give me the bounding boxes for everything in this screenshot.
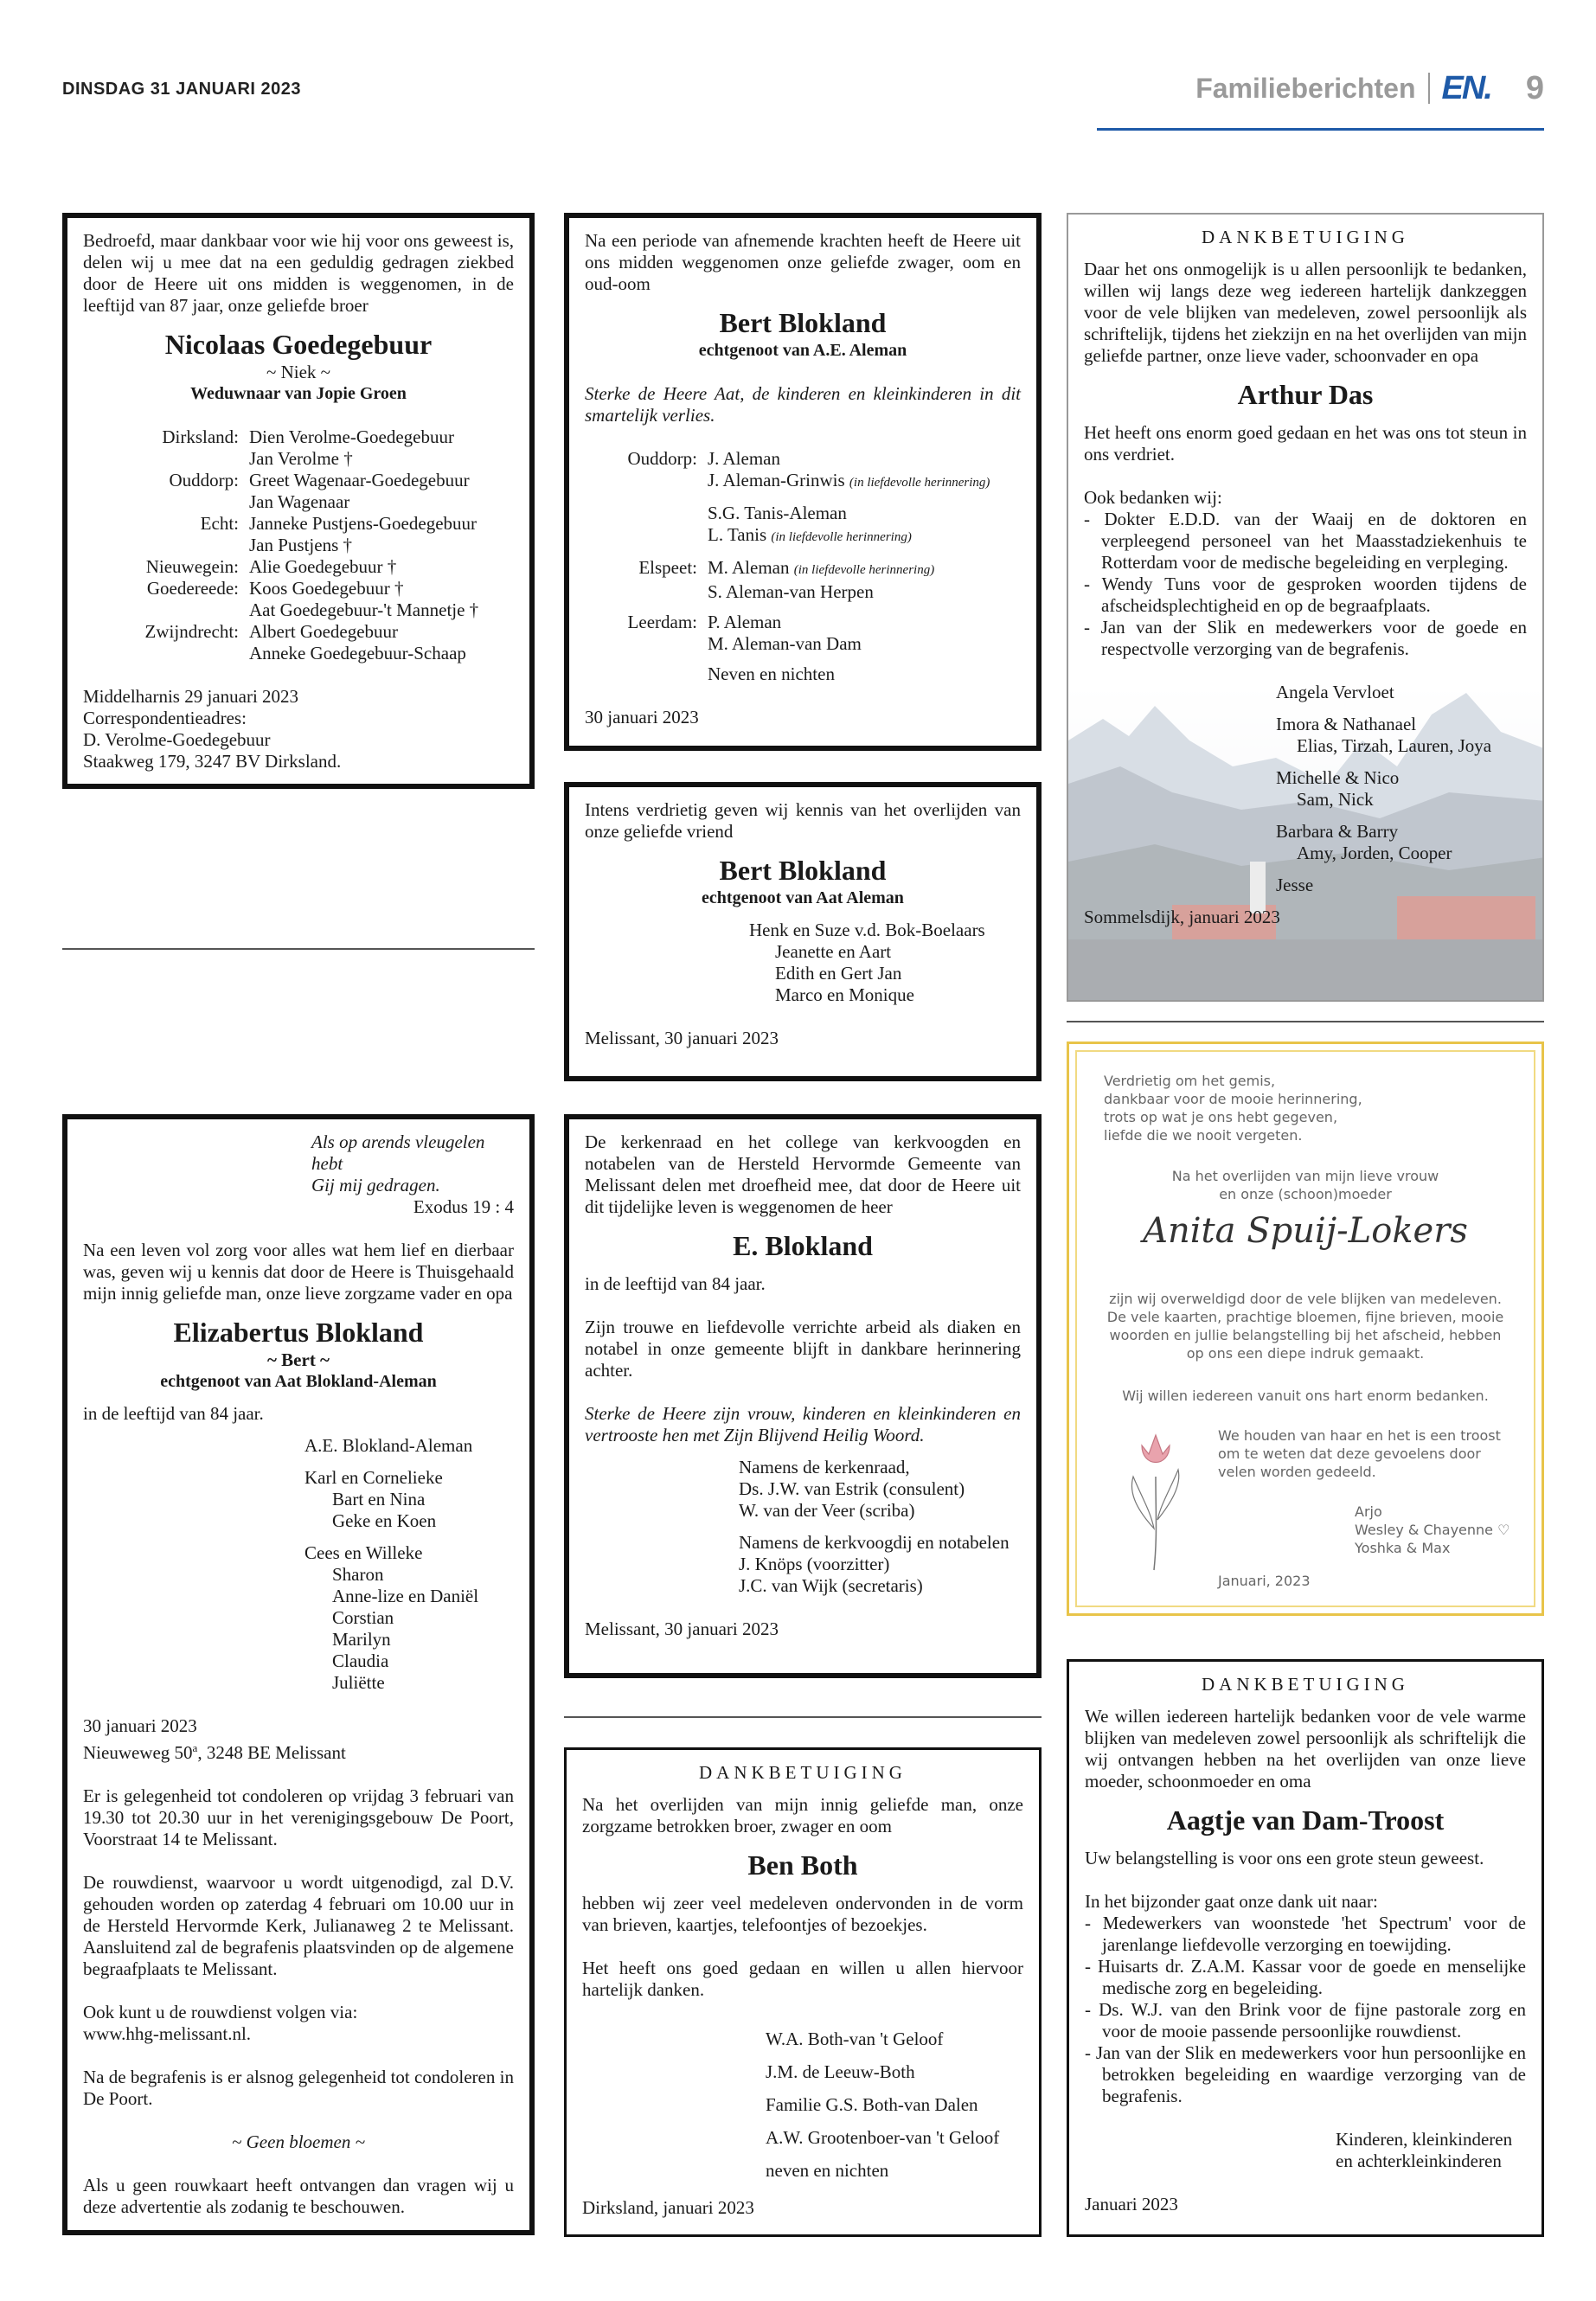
ad-bert-blokland-family bbox=[564, 213, 1042, 751]
relative-name: Jan Pustjens † bbox=[249, 535, 353, 555]
family-name: A.W. Grootenboer-van 't Geloof bbox=[766, 2127, 1000, 2148]
age-line: in de leeftijd van 84 jaar. bbox=[585, 1273, 766, 1294]
thanks-list bbox=[1084, 509, 1527, 660]
relative-place: Leerdam: bbox=[627, 612, 697, 632]
family-name: J.M. de Leeuw-Both bbox=[766, 2061, 915, 2082]
signatory-line: J. Knöps (voorzitter) bbox=[739, 1554, 890, 1574]
intro-line: Na het overlijden van mijn lieve vrouw bbox=[1171, 1168, 1439, 1184]
address-city: , 3248 BE Melissant bbox=[197, 1742, 346, 1763]
ad-heading: DANKBETUIGING bbox=[1202, 227, 1409, 247]
ad-intro: Bedroefd, maar dankbaar voor wie hij voor ons geweest is, delen wij u mee dat na een geduldig gedragen ziekbed door de Heere uit ons midden is weggenomen, in de leeftijd van 87 jaar, onze geliefde broer bbox=[83, 230, 514, 316]
ad-paragraph: Na de begrafenis is er alsnog gelegenheid tot condoleren in De Poort. bbox=[83, 2067, 514, 2109]
relative-name: S. Aleman-van Herpen bbox=[708, 581, 874, 602]
family-name: Jesse bbox=[1276, 875, 1314, 895]
signatory-line: Ds. J.W. van Estrik (consulent) bbox=[739, 1478, 965, 1499]
list-item: - Huisarts dr. Z.A.M. Kassar voor de goede en menselijke medische zorg en begeleiding. bbox=[1085, 1956, 1526, 1998]
ad-intro: Na een leven vol zorg voor alles wat hem lief en dierbaar was, geven wij u kennis dat door de Heere is Thuisgehaald mijn innig geliefde man, onze lieve zorgzame vader en opa bbox=[83, 1240, 514, 1304]
paragraph-line: op ons een diepe indruk gemaakt. bbox=[1186, 1345, 1425, 1362]
list-item: - Ds. W.J. van den Brink voor de fijne pastorale zorg en voor de mooie passende persoonlijke rouwdienst. bbox=[1085, 1999, 1526, 2041]
family-name: W.A. Both-van 't Geloof bbox=[766, 2029, 944, 2049]
ad-heading: DANKBETUIGING bbox=[1202, 1674, 1409, 1695]
family-name: Yoshka & Max bbox=[1355, 1540, 1451, 1556]
memorial-note: (in liefdevolle herinnering) bbox=[849, 476, 990, 490]
family-name: Bart en Nina bbox=[332, 1489, 426, 1509]
relative-place: Echt: bbox=[200, 513, 239, 534]
poem-line: dankbaar voor de mooie herinnering, bbox=[1104, 1091, 1362, 1107]
relatives-list bbox=[83, 426, 514, 664]
family-name: Familie G.S. Both-van Dalen bbox=[766, 2094, 978, 2115]
poem bbox=[1104, 1072, 1362, 1144]
relative-name: Koos Goedegebuur † bbox=[249, 578, 404, 599]
deceased-name: E. Blokland bbox=[733, 1230, 873, 1261]
family-name: Anne-lize en Daniël bbox=[332, 1586, 479, 1606]
wish-text: Sterke de Heere Aat, de kinderen en kleinkinderen in dit smartelijk verlies. bbox=[585, 383, 1021, 426]
relative-place: Dirksland: bbox=[162, 426, 239, 447]
family-name: en achterkleinkinderen bbox=[1336, 2150, 1502, 2171]
ad-paragraph: Het heeft ons enorm goed gedaan en het was ons tot steun in ons verdriet. bbox=[1084, 422, 1527, 465]
spouse-line: echtgenoot van Aat Blokland-Aleman bbox=[160, 1372, 437, 1391]
paragraph-line: velen worden gedeeld. bbox=[1218, 1464, 1376, 1480]
ad-paragraph: De rouwdienst, waarvoor u wordt uitgenodigd, zal D.V. gehouden worden op zaterdag 4 februari om 10.00 uur in de Hersteld Hervormde Kerk, Julianaweg 2 te Melissant. Aansluitend zal de begrafenis plaatsvinden op de algemene begraafplaats te Melissant. bbox=[83, 1872, 514, 1979]
ad-intro: We willen iedereen hartelijk bedanken voor de vele warme blijken van medeleven zowel persoonlijk als schriftelijk die wij ontvangen hebben na het overlijden van onze lieve moeder, schoonmoeder en oma bbox=[1085, 1706, 1526, 1791]
family-name: Edith en Gert Jan bbox=[775, 963, 902, 984]
thanks-heading: In het bijzonder gaat onze dank uit naar: bbox=[1085, 1891, 1378, 1912]
nickname: ~ Bert ~ bbox=[267, 1349, 330, 1370]
list-item: - Medewerkers van woonstede 'het Spectrum' voor de jarenlange liefdevolle verzorging en toewijding. bbox=[1085, 1913, 1526, 1955]
marital-status: Weduwnaar van Jopie Groen bbox=[190, 384, 407, 403]
relative-name: Alie Goedegebuur † bbox=[249, 556, 397, 577]
ad-bert-blokland-friends bbox=[564, 782, 1042, 1081]
signatory-line: Namens de kerkenraad, bbox=[739, 1457, 910, 1477]
age-line: in de leeftijd van 84 jaar. bbox=[83, 1403, 264, 1424]
paragraph-line: We houden van haar en het is een troost bbox=[1218, 1427, 1501, 1444]
ad-paragraph: hebben wij zeer veel medeleven ondervonden in de vorm van brieven, kaartjes, telefoontjes of bezoekjes. bbox=[582, 1893, 1023, 1935]
family-name: Kinderen, kleinkinderen bbox=[1336, 2129, 1513, 2150]
ad-aagtje-van-dam-troost bbox=[1067, 1659, 1544, 2237]
address-suffix: a bbox=[192, 1741, 198, 1754]
family-signatures bbox=[83, 1435, 514, 1694]
header-rule bbox=[1097, 128, 1544, 131]
deceased-name: Elizabertus Blokland bbox=[173, 1317, 424, 1348]
footer-line: Staakweg 179, 3247 BV Dirksland. bbox=[83, 751, 342, 772]
paragraph-line: De vele kaarten, prachtige bloemen, fijne brieven, mooie bbox=[1106, 1309, 1504, 1325]
ad-paragraph: Als u geen rouwkaart heeft ontvangen dan vragen wij u deze advertentie als zodanig te beschouwen. bbox=[83, 2175, 514, 2217]
family-name: Sharon bbox=[332, 1564, 384, 1585]
ad-date: Melissant, 30 januari 2023 bbox=[585, 1618, 779, 1639]
ad-intro: Intens verdrietig geven wij kennis van het overlijden van onze geliefde vriend bbox=[585, 799, 1021, 842]
family-name: Amy, Jorden, Cooper bbox=[1297, 843, 1452, 863]
relative-name: Jan Verolme † bbox=[249, 448, 353, 469]
deceased-name: Anita Spuij-Lokers bbox=[1143, 1211, 1468, 1251]
ad-intro: De kerkenraad en het college van kerkvoogden en notabelen van de Hersteld Hervormde Gemeente van Melissant delen met droefheid mee, dat door de Heere uit dit tijdelijke leven is weggenomen de heer bbox=[585, 1131, 1021, 1217]
relative-place: Elspeet: bbox=[638, 557, 697, 578]
paragraph-line: om te weten dat deze gevoelens door bbox=[1218, 1445, 1481, 1462]
ad-e-blokland-church bbox=[564, 1114, 1042, 1678]
family-signatures bbox=[1084, 682, 1527, 896]
paragraph-line: woorden en jullie belangstelling bij het afscheid, hebben bbox=[1109, 1327, 1502, 1343]
family-name: Cees en Willeke bbox=[304, 1542, 423, 1563]
tulip-icon bbox=[1121, 1425, 1190, 1572]
family-name: Imora & Nathanael bbox=[1276, 714, 1417, 734]
spouse-line: echtgenoot van A.E. Aleman bbox=[698, 341, 907, 360]
footer-line: Correspondentieadres: bbox=[83, 708, 247, 728]
list-item: - Jan van der Slik en medewerkers voor hun persoonlijke en betrokken begeleiding en waardige verzorging van de begrafenis. bbox=[1085, 2042, 1526, 2106]
ad-heading: DANKBETUIGING bbox=[699, 1762, 907, 1783]
ad-date: Sommelsdijk, januari 2023 bbox=[1084, 907, 1280, 927]
relative-name: J. Aleman bbox=[708, 448, 780, 469]
family-name: Claudia bbox=[332, 1650, 389, 1671]
brand-logo: EN. bbox=[1441, 69, 1491, 106]
ad-goedegebuur bbox=[62, 213, 535, 789]
relative-place: Ouddorp: bbox=[169, 470, 239, 490]
ad-date: 30 januari 2023 bbox=[83, 1715, 197, 1736]
issue-date: DINSDAG 31 JANUARI 2023 bbox=[62, 80, 302, 99]
website-link[interactable]: www.hhg-melissant.nl. bbox=[83, 2023, 252, 2044]
memorial-note: (in liefdevolle herinnering) bbox=[771, 530, 912, 544]
relative-name: Janneke Pustjens-Goedegebuur bbox=[249, 513, 478, 534]
column-separator bbox=[564, 1716, 1042, 1718]
nickname: ~ Niek ~ bbox=[266, 362, 331, 382]
ad-ben-both bbox=[564, 1747, 1042, 2237]
family-name: Geke en Koen bbox=[332, 1510, 437, 1531]
family-signatures bbox=[1355, 1503, 1509, 1557]
deceased-name: Nicolaas Goedegebuur bbox=[164, 329, 433, 360]
relative-name: Neven en nichten bbox=[708, 663, 835, 684]
column-separator bbox=[62, 948, 535, 950]
thanks-heading: Ook bedanken wij: bbox=[1084, 487, 1222, 508]
family-name: Marco en Monique bbox=[775, 984, 914, 1005]
wish-text: Sterke de Heere zijn vrouw, kinderen en kleinkinderen en vertrooste hen met Zijn Blijvend Heilig Woord. bbox=[585, 1403, 1021, 1445]
relative-name: S.G. Tanis-Aleman bbox=[708, 503, 847, 523]
family-name: Marilyn bbox=[332, 1629, 391, 1650]
bible-verse bbox=[83, 1131, 514, 1218]
family-name: A.E. Blokland-Aleman bbox=[304, 1435, 473, 1456]
ad-date: Januari, 2023 bbox=[1218, 1573, 1311, 1589]
relative-name: Jan Wagenaar bbox=[249, 491, 350, 512]
deceased-name: Aagtje van Dam-Troost bbox=[1166, 1804, 1445, 1836]
family-name: Elias, Tirzah, Lauren, Joya bbox=[1297, 735, 1492, 756]
ad-paragraph: Ook kunt u de rouwdienst volgen via: bbox=[83, 2002, 358, 2022]
signatories bbox=[585, 1457, 1021, 1597]
family-name: Michelle & Nico bbox=[1276, 767, 1400, 788]
family-name: neven en nichten bbox=[766, 2160, 889, 2181]
ad-paragraph: Zijn trouwe en liefdevolle verrichte arbeid als diaken en notabel in onze gemeente blijft in dankbare herinnering achter. bbox=[585, 1317, 1021, 1381]
list-item: - Dokter E.D.D. van der Waaij en de doktoren en verpleegend personeel van het Maasstadziekenhuis te Rotterdam voor de medische begeleiding en verpleging. bbox=[1084, 509, 1527, 573]
family-name: Wesley & Chayenne ♡ bbox=[1355, 1522, 1510, 1538]
paragraph-line: zijn wij overweldigd door de vele blijken van medeleven. bbox=[1109, 1291, 1502, 1307]
relative-place: Goedereede: bbox=[146, 578, 239, 599]
spouse-line: echtgenoot van Aat Aleman bbox=[702, 888, 904, 907]
relative-name: L. Tanis bbox=[708, 524, 767, 545]
family-name: Juliëtte bbox=[332, 1672, 385, 1693]
address bbox=[83, 1737, 514, 1764]
poem-line: Verdrietig om het gemis, bbox=[1104, 1073, 1276, 1089]
deceased-name: Bert Blokland bbox=[719, 307, 887, 338]
ad-intro: Na het overlijden van mijn innig geliefde man, onze zorgzame betrokken broer, zwager en oom bbox=[582, 1794, 1023, 1836]
card-intro bbox=[1069, 1167, 1542, 1203]
family-name: Corstian bbox=[332, 1607, 394, 1628]
memorial-note: (in liefdevolle herinnering) bbox=[793, 563, 935, 577]
column-separator bbox=[1067, 1021, 1544, 1022]
verse-line: Als op arends vleugelen hebt bbox=[311, 1131, 485, 1174]
relative-name: P. Aleman bbox=[708, 612, 782, 632]
relative-name: J. Aleman-Grinwis bbox=[708, 470, 845, 490]
ad-elizabertus-blokland bbox=[62, 1114, 535, 2235]
ad-date: Januari 2023 bbox=[1085, 2194, 1178, 2214]
signatory-line: W. van der Veer (scriba) bbox=[739, 1500, 915, 1521]
signatory-line: J.C. van Wijk (secretaris) bbox=[739, 1575, 923, 1596]
relative-name: Anneke Goedegebuur-Schaap bbox=[249, 643, 466, 663]
family-signatures bbox=[585, 920, 1021, 1006]
ad-anita-spuij-lokers bbox=[1067, 1042, 1544, 1616]
deceased-name: Arthur Das bbox=[1237, 379, 1374, 410]
list-item: - Wendy Tuns voor de gesproken woorden tijdens de afscheidsplechtigheid en op de begraafplaats. bbox=[1084, 574, 1527, 616]
ad-arthur-das bbox=[1067, 213, 1544, 1002]
relative-place: Ouddorp: bbox=[627, 448, 697, 469]
family-name: Karl en Cornelieke bbox=[304, 1467, 443, 1488]
footer-line: D. Verolme-Goedegebuur bbox=[83, 729, 271, 750]
relative-place: Nieuwegein: bbox=[145, 556, 239, 577]
ad-intro: Daar het ons onmogelijk is u allen persoonlijk te bedanken, willen wij langs deze weg iedereen hartelijk dankzeggen voor de vele blijken van medeleven, zowel persoonlijk als schriftelijk, tijdens het ziekzijn en na het overlijden van mijn geliefde partner, onze lieve vader, schoonvader en opa bbox=[1084, 259, 1527, 366]
relative-name: M. Aleman-van Dam bbox=[708, 633, 862, 654]
card-paragraph bbox=[1069, 1290, 1542, 1362]
ad-paragraph: Uw belangstelling is voor ons een grote steun geweest. bbox=[1085, 1848, 1484, 1868]
ad-paragraph: Het heeft ons goed gedaan en willen u allen hiervoor hartelijk danken. bbox=[582, 1958, 1023, 2000]
poem-line: liefde die we nooit vergeten. bbox=[1104, 1127, 1303, 1144]
thanks-list bbox=[1085, 1913, 1526, 2107]
footer-line: Middelharnis 29 januari 2023 bbox=[83, 686, 299, 707]
signatory-line: Namens de kerkvoogdij en notabelen bbox=[739, 1532, 1010, 1553]
card-paragraph: Wij willen iedereen vanuit ons hart enorm bedanken. bbox=[1122, 1388, 1489, 1404]
card-paragraph bbox=[1218, 1426, 1501, 1481]
list-item: - Jan van der Slik en medewerkers voor de goede en respectvolle verzorging van de begrafenis. bbox=[1084, 617, 1527, 659]
ad-date: Dirksland, januari 2023 bbox=[582, 2197, 754, 2218]
relative-name: Greet Wagenaar-Goedegebuur bbox=[249, 470, 470, 490]
address-street: Nieuweweg 50 bbox=[83, 1742, 193, 1763]
intro-line: en onze (schoon)moeder bbox=[1219, 1186, 1392, 1202]
ad-date: Melissant, 30 januari 2023 bbox=[585, 1028, 779, 1048]
section-title: Familieberichten bbox=[1195, 72, 1416, 104]
deceased-name: Bert Blokland bbox=[719, 855, 887, 886]
ad-date: 30 januari 2023 bbox=[585, 707, 699, 727]
header-divider bbox=[1428, 73, 1430, 104]
family-signatures bbox=[582, 2022, 1023, 2187]
relative-name: Dien Verolme-Goedegebuur bbox=[249, 426, 454, 447]
deceased-name: Ben Both bbox=[747, 1849, 858, 1881]
family-signatures bbox=[1085, 2129, 1526, 2172]
family-name: Arjo bbox=[1355, 1503, 1382, 1520]
relative-place: Zwijndrecht: bbox=[144, 621, 239, 642]
family-name: Jeanette en Aart bbox=[775, 941, 892, 962]
relative-name: Albert Goedegebuur bbox=[249, 621, 399, 642]
relatives-list bbox=[585, 448, 1021, 685]
poem-line: trots op wat je ons hebt gegeven, bbox=[1104, 1109, 1338, 1125]
page-number: 9 bbox=[1525, 69, 1544, 106]
verse-reference: Exodus 19 : 4 bbox=[413, 1196, 514, 1217]
ad-paragraph: Er is gelegenheid tot condoleren op vrijdag 3 februari van 19.30 tot 20.30 uur in het verenigingsgebouw De Poort, Voorstraat 14 te Melissant. bbox=[83, 1785, 514, 1849]
relative-name: Aat Goedegebuur-'t Mannetje † bbox=[249, 599, 479, 620]
relative-name: M. Aleman bbox=[708, 557, 790, 578]
family-name: Angela Vervloet bbox=[1276, 682, 1394, 702]
verse-line: Gij mij gedragen. bbox=[311, 1175, 440, 1195]
family-name: Barbara & Barry bbox=[1276, 821, 1399, 842]
ad-intro: Na een periode van afnemende krachten heeft de Heere uit ons midden weggenomen onze geliefde zwager, oom en oud-oom bbox=[585, 230, 1021, 294]
no-flowers-note: ~ Geen bloemen ~ bbox=[232, 2131, 365, 2152]
page-header bbox=[1195, 67, 1544, 109]
family-name: Henk en Suze v.d. Bok-Boelaars bbox=[749, 920, 985, 940]
family-name: Sam, Nick bbox=[1297, 789, 1374, 810]
